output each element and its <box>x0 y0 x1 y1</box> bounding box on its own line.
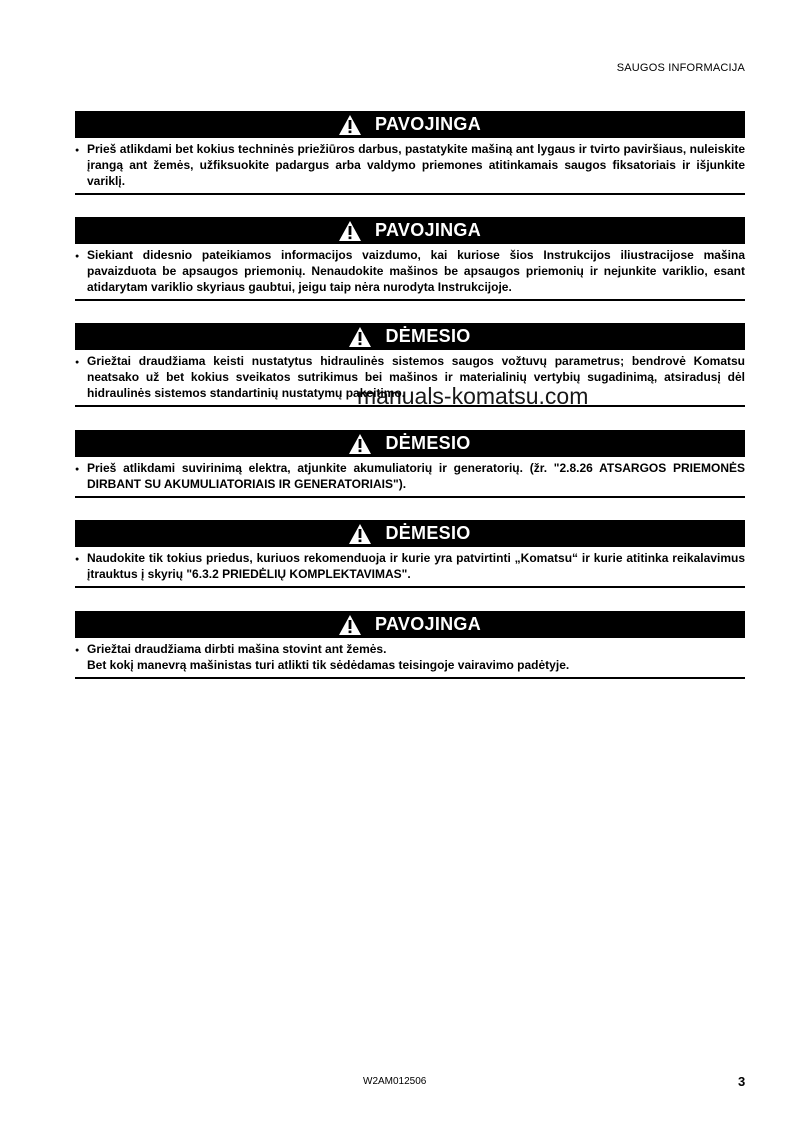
notice-text: ● Griežtai draudžiama dirbti mašina stovint ant žemės. <box>75 641 745 657</box>
notice-level: DĖMESIO <box>385 433 471 453</box>
document-code: W2AM012506 <box>363 1076 427 1087</box>
notice-title-bar <box>75 611 745 638</box>
notice-title-bar <box>75 111 745 138</box>
danger-notice <box>75 217 745 301</box>
warning-triangle-icon <box>339 221 361 241</box>
notice-body <box>75 547 745 588</box>
warning-triangle-icon <box>339 115 361 135</box>
notice-title-bar <box>75 430 745 457</box>
notice-body <box>75 638 745 679</box>
warning-triangle-icon <box>339 615 361 635</box>
notice-title-bar <box>75 217 745 244</box>
notice-level: PAVOJINGA <box>374 114 482 134</box>
warning-triangle-icon <box>349 327 371 347</box>
watermark: manuals-komatsu.com <box>357 383 589 409</box>
notice-body <box>75 138 745 195</box>
notice-body <box>75 244 745 301</box>
notice-text: ● Griežtai draudžiama keisti nustatytus hidraulinės sistemos saugos vožtuvų parametrus; bendrovė Komatsu neatsako už bet kokius sveikatos sutrikimus bei mašinos ir materialinių vertybių sugadinimą, atsiradusį dėl hidraulinės sistemos standartinių nustatymų pakeitimo. <box>75 353 745 401</box>
notice-level: DĖMESIO <box>385 326 471 346</box>
notice-text: ● Naudokite tik tokius priedus, kuriuos rekomenduoja ir kurie yra patvirtinti „Komatsu“ ir kurie atitinka reikalavimus įtrauktus į skyrių "6.3.2 PRIEDĖLIŲ KOMPLEKTAVIMAS". <box>75 550 745 582</box>
notice-text: ● Siekiant didesnio pateikiamos informacijos vaizdumo, kai kuriose šios Instrukcijos iliustracijose mašina pavaizduota be apsaugos priemonių. Nenaudokite mašinos be apsaugos priemonių ir nejunkite variklio, esant atidarytam variklio skyriaus gaubtui, jeigu taip nėra nurodyta Instrukcijoje. <box>75 247 745 295</box>
notice-level: PAVOJINGA <box>374 614 482 634</box>
notice-title-bar <box>75 520 745 547</box>
danger-notice <box>75 611 745 679</box>
notice-text: ● Prieš atlikdami suvirinimą elektra, atjunkite akumuliatorių ir generatorių. (žr. "2.8.26 ATSARGOS PRIEMONĖS DIRBANT SU AKUMULIATORIAIS IR GENERATORIAIS"). <box>75 460 745 492</box>
notice-body <box>75 457 745 498</box>
running-header: SAUGOS INFORMACIJA <box>616 62 745 74</box>
notice-level: DĖMESIO <box>385 523 471 543</box>
notice-text: ● Prieš atlikdami bet kokius techninės priežiūros darbus, pastatykite mašiną ant lygaus ir tvirto paviršiaus, nuleiskite įrangą ant žemės, užfiksuokite padargus arba valdymo priemones atitinkamais saugos fiksatoriais ir išjunkite variklį. <box>75 141 745 189</box>
danger-notice <box>75 111 745 195</box>
warning-triangle-icon <box>349 434 371 454</box>
notice-text: Bet kokį manevrą mašinistas turi atlikti tik sėdėdamas teisingoje vairavimo padėtyje. <box>87 658 570 672</box>
notice-title-bar <box>75 323 745 350</box>
page-number: 3 <box>738 1074 746 1089</box>
warning-triangle-icon <box>349 524 371 544</box>
caution-notice <box>75 430 745 498</box>
caution-notice <box>75 520 745 588</box>
notice-level: PAVOJINGA <box>374 220 482 240</box>
